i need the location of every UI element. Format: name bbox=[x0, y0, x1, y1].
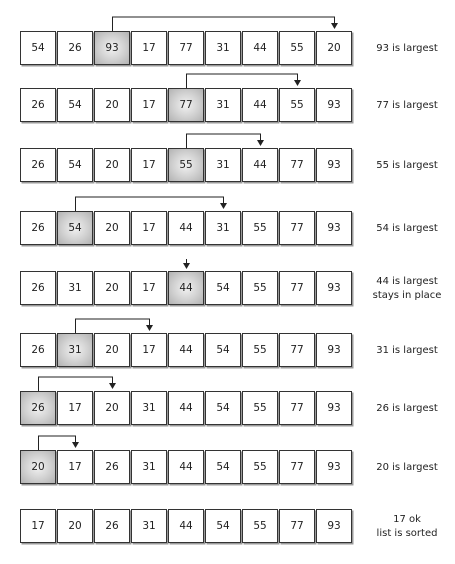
list-cell: 77 bbox=[279, 211, 315, 245]
list-cell: 20 bbox=[57, 509, 93, 543]
pass-caption bbox=[362, 402, 452, 416]
list-cell: 93 bbox=[316, 148, 352, 182]
list-cell: 93 bbox=[316, 450, 352, 484]
caption-line: 17 ok bbox=[393, 513, 421, 525]
list-cell: 20 bbox=[94, 211, 130, 245]
swap-arrow bbox=[39, 436, 80, 450]
pass-row-3 bbox=[20, 148, 355, 182]
list-cell: 77 bbox=[279, 391, 315, 425]
list-cell: 54 bbox=[57, 148, 93, 182]
list-cell: 26 bbox=[20, 211, 56, 245]
list-cell: 26 bbox=[57, 31, 93, 65]
swap-arrow bbox=[76, 197, 228, 211]
list-cell: 55 bbox=[242, 391, 278, 425]
caption-line: 55 is largest bbox=[376, 159, 438, 171]
list-cell: 93 bbox=[316, 211, 352, 245]
caption-line: 77 is largest bbox=[376, 99, 438, 111]
swap-arrow bbox=[187, 134, 265, 148]
list-cell: 55 bbox=[242, 271, 278, 305]
list-cell: 17 bbox=[20, 509, 56, 543]
list-cell: 77 bbox=[168, 31, 204, 65]
list-cell: 20 bbox=[94, 271, 130, 305]
caption-line: 93 is largest bbox=[376, 42, 438, 54]
list-cell: 17 bbox=[57, 450, 93, 484]
swap-arrow bbox=[113, 17, 339, 31]
list-cell: 93 bbox=[316, 88, 352, 122]
pass-row-2 bbox=[20, 88, 355, 122]
caption-line: 20 is largest bbox=[376, 461, 438, 473]
list-cell: 54 bbox=[205, 450, 241, 484]
pass-row-6 bbox=[20, 333, 355, 367]
list-cell: 93 bbox=[316, 509, 352, 543]
pass-row-8 bbox=[20, 450, 355, 484]
list-cell: 17 bbox=[57, 391, 93, 425]
list-cell: 55 bbox=[242, 450, 278, 484]
list-cell-largest: 93 bbox=[94, 31, 130, 65]
list-cell: 20 bbox=[316, 31, 352, 65]
list-cell: 55 bbox=[242, 509, 278, 543]
list-cell: 17 bbox=[131, 31, 167, 65]
list-cell: 77 bbox=[279, 509, 315, 543]
pass-caption bbox=[362, 275, 452, 303]
list-cell: 54 bbox=[57, 88, 93, 122]
pass-row-5 bbox=[20, 271, 355, 305]
caption-line: 26 is largest bbox=[376, 402, 438, 414]
list-cell-largest: 31 bbox=[57, 333, 93, 367]
list-cell: 31 bbox=[131, 391, 167, 425]
swap-arrow bbox=[39, 377, 117, 391]
list-cell: 93 bbox=[316, 333, 352, 367]
list-cell: 26 bbox=[20, 271, 56, 305]
list-cell: 26 bbox=[94, 509, 130, 543]
pass-row-7 bbox=[20, 391, 355, 425]
arrow-head bbox=[183, 263, 190, 269]
list-cell-largest: 55 bbox=[168, 148, 204, 182]
list-cell: 31 bbox=[205, 88, 241, 122]
pass-caption bbox=[362, 222, 452, 236]
list-cell: 20 bbox=[94, 391, 130, 425]
arrow-head bbox=[109, 383, 116, 389]
list-cell: 54 bbox=[205, 333, 241, 367]
list-cell: 31 bbox=[205, 148, 241, 182]
list-cell: 31 bbox=[205, 31, 241, 65]
list-cell: 20 bbox=[94, 333, 130, 367]
list-cell: 44 bbox=[168, 333, 204, 367]
caption-line: list is sorted bbox=[376, 527, 438, 539]
list-cell: 31 bbox=[131, 509, 167, 543]
pass-row-4 bbox=[20, 211, 355, 245]
swap-arrow bbox=[76, 319, 154, 333]
list-cell: 17 bbox=[131, 148, 167, 182]
list-cell: 77 bbox=[279, 450, 315, 484]
list-cell: 44 bbox=[242, 148, 278, 182]
list-cell: 55 bbox=[279, 31, 315, 65]
list-cell: 17 bbox=[131, 88, 167, 122]
arrow-head bbox=[331, 23, 338, 29]
pass-caption bbox=[362, 159, 452, 173]
arrow-head bbox=[220, 203, 227, 209]
caption-line: stays in place bbox=[372, 289, 442, 301]
list-cell: 26 bbox=[94, 450, 130, 484]
list-cell: 44 bbox=[168, 450, 204, 484]
list-cell: 93 bbox=[316, 271, 352, 305]
list-cell: 54 bbox=[205, 391, 241, 425]
list-cell: 54 bbox=[20, 31, 56, 65]
list-cell: 54 bbox=[205, 509, 241, 543]
list-cell: 44 bbox=[168, 211, 204, 245]
arrow-head bbox=[294, 80, 301, 86]
list-cell: 31 bbox=[131, 450, 167, 484]
list-cell-largest: 54 bbox=[57, 211, 93, 245]
list-cell: 17 bbox=[131, 333, 167, 367]
list-cell: 31 bbox=[205, 211, 241, 245]
pass-caption bbox=[362, 99, 452, 113]
list-cell: 26 bbox=[20, 88, 56, 122]
pass-row-1 bbox=[20, 31, 355, 65]
list-cell: 77 bbox=[279, 271, 315, 305]
list-cell: 77 bbox=[279, 333, 315, 367]
list-cell: 77 bbox=[279, 148, 315, 182]
list-cell: 93 bbox=[316, 391, 352, 425]
arrow-head bbox=[146, 325, 153, 331]
caption-line: 54 is largest bbox=[376, 222, 438, 234]
pass-caption bbox=[362, 513, 452, 541]
list-cell-largest: 26 bbox=[20, 391, 56, 425]
caption-line: 44 is largest bbox=[376, 275, 438, 287]
list-cell: 20 bbox=[94, 148, 130, 182]
swap-arrow bbox=[183, 259, 190, 269]
list-cell: 44 bbox=[242, 31, 278, 65]
list-cell: 44 bbox=[168, 509, 204, 543]
list-cell: 20 bbox=[94, 88, 130, 122]
pass-caption bbox=[362, 42, 452, 56]
list-cell: 55 bbox=[242, 211, 278, 245]
list-cell-largest: 44 bbox=[168, 271, 204, 305]
arrow-head bbox=[257, 140, 264, 146]
list-cell: 26 bbox=[20, 333, 56, 367]
list-cell: 26 bbox=[20, 148, 56, 182]
pass-row-9 bbox=[20, 509, 355, 543]
list-cell: 55 bbox=[242, 333, 278, 367]
list-cell: 31 bbox=[57, 271, 93, 305]
list-cell-largest: 20 bbox=[20, 450, 56, 484]
list-cell: 54 bbox=[205, 271, 241, 305]
list-cell: 44 bbox=[242, 88, 278, 122]
arrow-head bbox=[72, 442, 79, 448]
list-cell: 17 bbox=[131, 271, 167, 305]
list-cell: 17 bbox=[131, 211, 167, 245]
caption-line: 31 is largest bbox=[376, 344, 438, 356]
pass-caption bbox=[362, 344, 452, 358]
swap-arrow bbox=[187, 74, 302, 88]
list-cell-largest: 77 bbox=[168, 88, 204, 122]
pass-caption bbox=[362, 461, 452, 475]
list-cell: 44 bbox=[168, 391, 204, 425]
list-cell: 55 bbox=[279, 88, 315, 122]
